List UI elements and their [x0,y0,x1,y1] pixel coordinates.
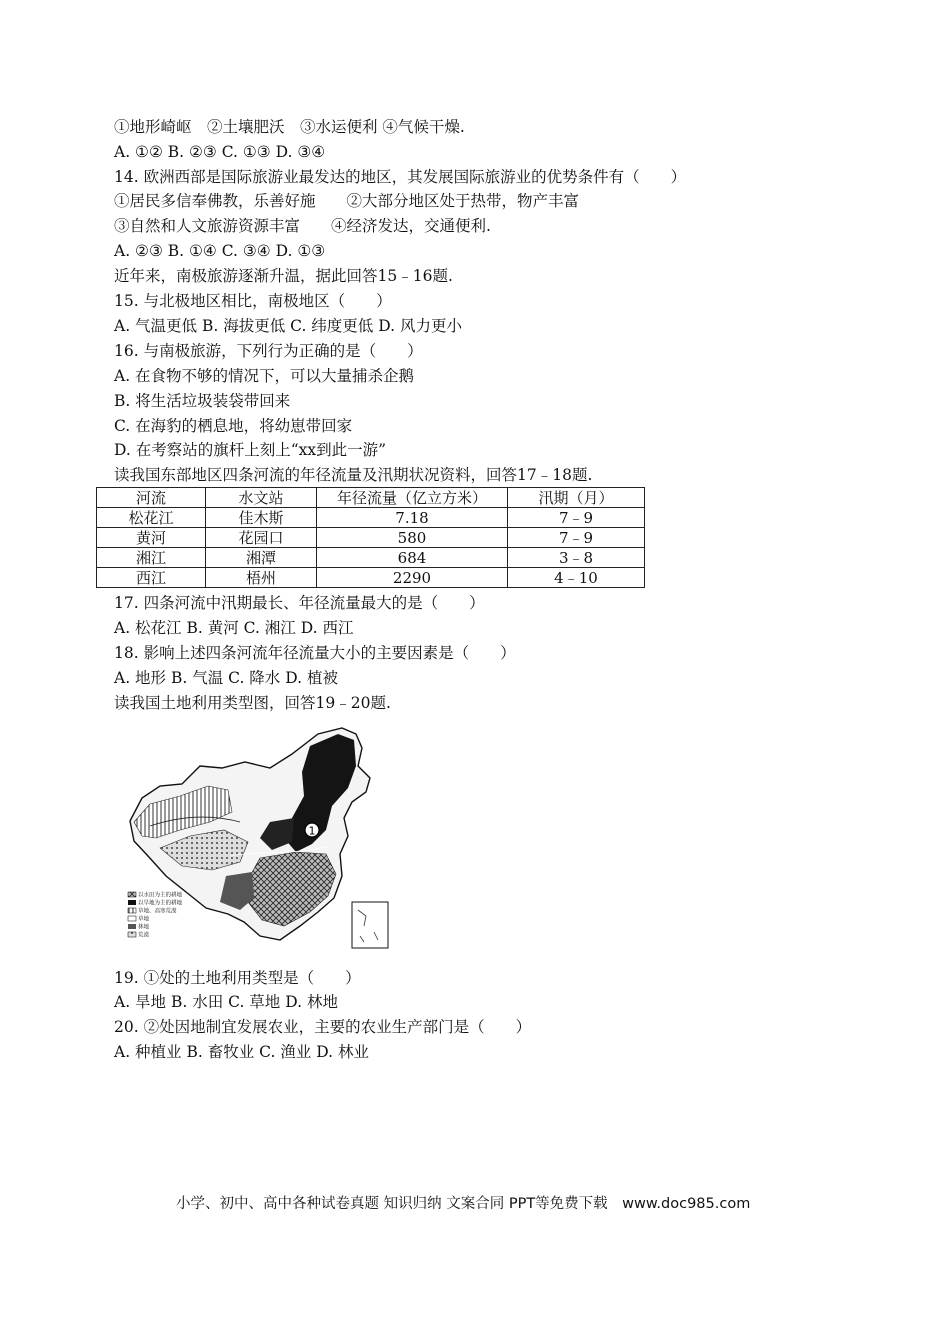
cell-runoff: 580 [317,528,508,548]
table-row [97,568,645,588]
question-15-answers: A. 气温更低 B. 海拔更低 C. 纬度更低 D. 风力更小 [114,317,462,335]
table-header-row [97,488,645,508]
intro-15-16: 近年来，南极旅游逐渐升温，据此回答15﹣16题. [114,267,453,285]
cell-flood-period: 7﹣9 [508,508,645,528]
header-station: 水文站 [206,488,317,508]
legend-label: 荒漠 [138,932,150,939]
cell-station: 梧州 [206,568,317,588]
intro-19-20: 读我国土地利用类型图，回答19﹣20题. [114,694,391,712]
question-16-option-b: B. 将生活垃圾装袋带回来 [114,392,291,410]
cell-river: 西江 [97,568,206,588]
question-14-options-a: ①居民多信奉佛教，乐善好施 ②大部分地区处于热带，物产丰富 [114,192,580,210]
cell-river: 湘江 [97,548,206,568]
legend-label: 以水田为主的耕地 [138,892,183,899]
header-river: 河流 [97,488,206,508]
page-footer: 小学、初中、高中各种试卷真题 知识归纳 文案合同 PPT等免费下载 www.doc985.com [176,1196,751,1212]
question-17: 17. 四条河流中汛期最长、年径流量最大的是（ ） [114,594,485,612]
question-16-option-a: A. 在食物不够的情况下，可以大量捕杀企鹅 [114,367,415,385]
south-sea-inset [352,902,388,948]
cell-river: 黄河 [97,528,206,548]
question-20: 20. ②处因地制宜发展农业，主要的农业生产部门是（ ） [114,1018,532,1036]
cell-runoff: 7.18 [317,508,508,528]
intro-17-18: 读我国东部地区四条河流的年径流量及汛期状况资料，回答17﹣18题. [114,466,593,484]
question-18-answers: A. 地形 B. 气温 C. 降水 D. 植被 [114,669,338,687]
river-data-table [96,487,645,588]
question-17-answers: A. 松花江 B. 黄河 C. 湘江 D. 西江 [114,619,354,637]
cell-runoff: 684 [317,548,508,568]
header-runoff: 年径流量（亿立方米） [317,488,508,508]
cell-station: 湘潭 [206,548,317,568]
header-flood-period: 汛期（月） [508,488,645,508]
cell-runoff: 2290 [317,568,508,588]
question-18: 18. 影响上述四条河流年径流量大小的主要因素是（ ） [114,644,516,662]
cell-flood-period: 4﹣10 [508,568,645,588]
cell-river: 松花江 [97,508,206,528]
question-14-options-b: ③自然和人文旅游资源丰富 ④经济发达，交通便利. [114,217,491,235]
legend-label: 以旱地为主的耕地 [138,900,183,907]
question-19: 19. ①处的土地利用类型是（ ） [114,969,361,987]
paddy-region [248,852,336,926]
marker-1-label: 1 [308,824,316,838]
line-options-13: ①地形崎岖 ②土壤肥沃 ③水运便利 ④气候干燥. [114,118,465,136]
line-answers-13: A. ①② B. ②③ C. ①③ D. ③④ [114,143,326,161]
cell-flood-period: 3﹣8 [508,548,645,568]
legend-label: 草地 [138,916,150,923]
question-14-answers: A. ②③ B. ①④ C. ③④ D. ①③ [114,242,326,260]
question-16-option-c: C. 在海豹的栖息地，将幼崽带回家 [114,417,353,435]
table-row [97,548,645,568]
legend-label: 林地 [138,924,150,931]
cell-station: 佳木斯 [206,508,317,528]
cell-station: 花园口 [206,528,317,548]
question-16: 16. 与南极旅游，下列行为正确的是（ ） [114,342,423,360]
cell-flood-period: 7﹣9 [508,528,645,548]
question-14: 14. 欧洲西部是国际旅游业最发达的地区，其发展国际旅游业的优势条件有（ ） [114,168,687,186]
table-row [97,528,645,548]
question-16-option-d: D. 在考察站的旗杆上刻上“xx到此一游” [114,441,387,459]
question-19-answers: A. 旱地 B. 水田 C. 草地 D. 林地 [114,993,338,1011]
legend-label: 草地、高寒荒漠 [138,908,177,915]
map-legend [128,891,183,939]
table-row [97,508,645,528]
question-15: 15. 与北极地区相比，南极地区（ ） [114,292,392,310]
china-land-use-map [120,726,392,952]
question-20-answers: A. 种植业 B. 畜牧业 C. 渔业 D. 林业 [114,1043,369,1061]
